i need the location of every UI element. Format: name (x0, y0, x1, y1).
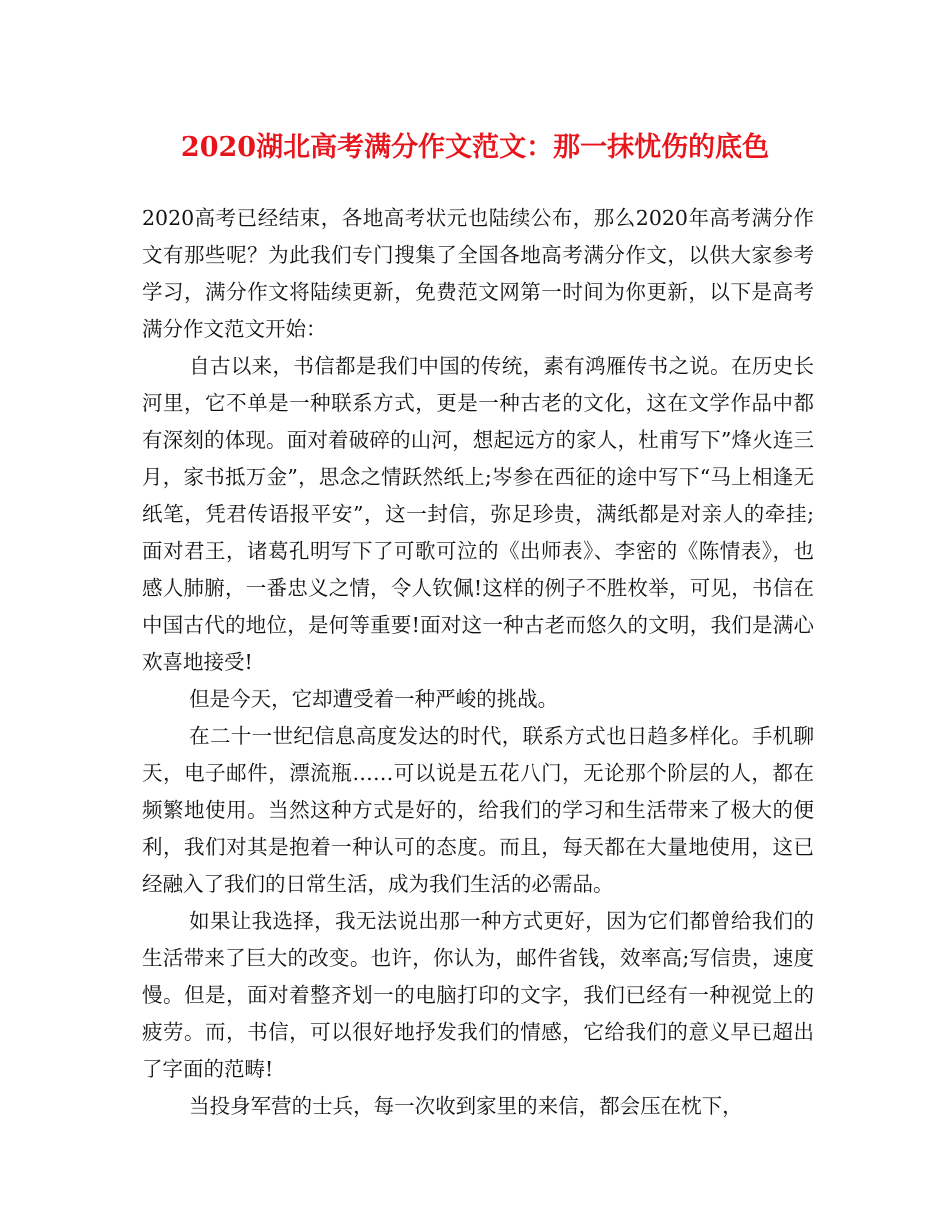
body-paragraph: 但是今天，它却遭受着一种严峻的挑战。 (189, 687, 559, 711)
document-body (142, 200, 814, 1125)
body-paragraph: 如果让我选择，我无法说出那一种方式更好，因为它们都曾给我们的生活带来了巨大的改变。也许，你认为，邮件省钱，效率高;写信贵，速度慢。但是，面对着整齐划一的电脑打印的文字，我们已经有一种视觉上的疲劳。而，书信，可以很好地抒发我们的情感，它给我们的意义早已超出了字面的范畴! (142, 909, 814, 1081)
body-paragraph: 自古以来，书信都是我们中国的传统，素有鸿雁传书之说。在历史长河里，它不单是一种联系方式，更是一种古老的文化，这在文学作品中都有深刻的体现。面对着破碎的山河，想起远方的家人，杜甫写下”烽火连三月，家书抵万金”，思念之情跃然纸上;岑参在西征的途中写下“马上相逢无纸笔，凭君传语报平安”，这一封信，弥足珍贵，满纸都是对亲人的牵挂;面对君王，诸葛孔明写下了可歌可泣的《出师表》、李密的《陈情表》，也感人肺腑，一番忠义之情，令人钦佩!这样的例子不胜枚举，可见，书信在中国古代的地位，是何等重要!面对这一种古老而悠久的文明，我们是满心欢喜地接受! (142, 354, 814, 674)
document-title: 2020湖北高考满分作文范文：那一抹忧伤的底色 (180, 132, 770, 163)
intro-paragraph: 2020高考已经结束，各地高考状元也陆续公布，那么2020年高考满分作文有那些呢？为此我们专门搜集了全国各地高考满分作文，以供大家参考学习，满分作文将陆续更新，免费范文网第一时间为你更新，以下是高考满分作文范文开始： (142, 206, 814, 341)
body-paragraph: 当投身军营的士兵，每一次收到家里的来信，都会压在枕下， (189, 1094, 743, 1118)
body-paragraph: 在二十一世纪信息高度发达的时代，联系方式也日趋多样化。手机聊天，电子邮件，漂流瓶……可以说是五花八门，无论那个阶层的人，都在频繁地使用。当然这种方式是好的，给我们的学习和生活带来了极大的便利，我们对其是抱着一种认可的态度。而且，每天都在大量地使用，这已经融入了我们的日常生活，成为我们生活的必需品。 (142, 724, 814, 896)
